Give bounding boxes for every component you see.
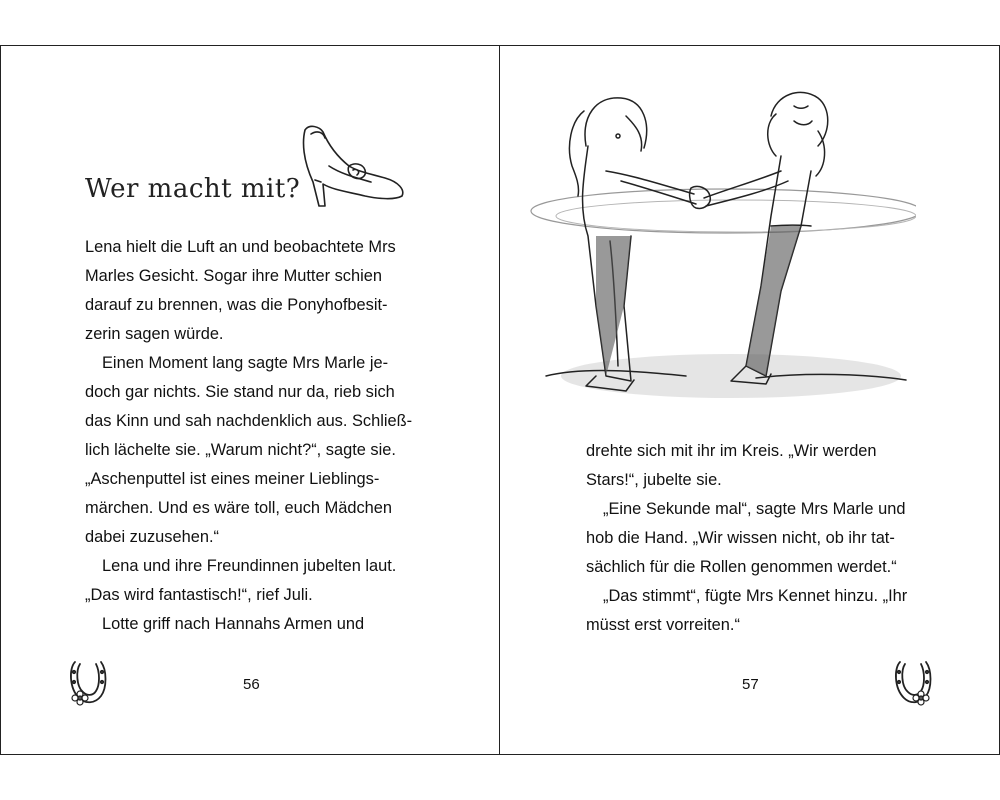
text-line: „Das stimmt“, fügte Mrs Kennet hinzu. „Ihr <box>603 587 908 605</box>
text-line: märchen. Und es wäre toll, euch Mädchen <box>85 499 393 517</box>
text-line: sächlich für die Rollen genommen werdet.“ <box>586 558 897 576</box>
text-line: zerin sagen würde. <box>85 325 224 343</box>
page-number: 56 <box>243 676 260 693</box>
book-spread <box>0 45 1000 755</box>
two-girls-dancing-illustration <box>526 76 916 406</box>
text-line: „Eine Sekunde mal“, sagte Mrs Marle und <box>603 500 906 518</box>
page-number: 57 <box>742 676 759 693</box>
right-page-text <box>586 437 916 640</box>
text-line: drehte sich mit ihr im Kreis. „Wir werden <box>586 442 877 460</box>
horseshoe-icon <box>65 658 109 708</box>
text-line: Lena und ihre Freundinnen jubelten laut. <box>102 557 397 575</box>
text-line: dabei zuzusehen.“ <box>85 528 219 546</box>
text-line: doch gar nichts. Sie stand nur da, rieb sich <box>85 383 395 401</box>
text-line: Stars!“, jubelte sie. <box>586 471 722 489</box>
text-line: Einen Moment lang sagte Mrs Marle je- <box>102 354 389 372</box>
glass-slipper-icon <box>299 120 409 210</box>
text-line: „Aschenputtel ist eines meiner Lieblings- <box>85 470 380 488</box>
text-line: darauf zu brennen, was die Ponyhofbesit- <box>85 296 388 314</box>
left-page <box>1 46 500 754</box>
text-line: Lena hielt die Luft an und beobachtete Mrs <box>85 238 396 256</box>
text-line: das Kinn und sah nachdenklich aus. Schließ- <box>85 412 413 430</box>
text-line: lich lächelte sie. „Warum nicht?“, sagte sie. <box>85 441 396 459</box>
left-page-text <box>85 233 425 639</box>
text-line: „Das wird fantastisch!“, rief Juli. <box>85 586 313 604</box>
right-page <box>500 46 999 754</box>
chapter-title: Wer macht mit? <box>85 174 301 204</box>
horseshoe-icon <box>890 658 934 708</box>
text-line: hob die Hand. „Wir wissen nicht, ob ihr tat- <box>586 529 895 547</box>
text-line: müsst erst vorreiten.“ <box>586 616 740 634</box>
text-line: Marles Gesicht. Sogar ihre Mutter schien <box>85 267 382 285</box>
text-line: Lotte griff nach Hannahs Armen und <box>102 615 365 633</box>
